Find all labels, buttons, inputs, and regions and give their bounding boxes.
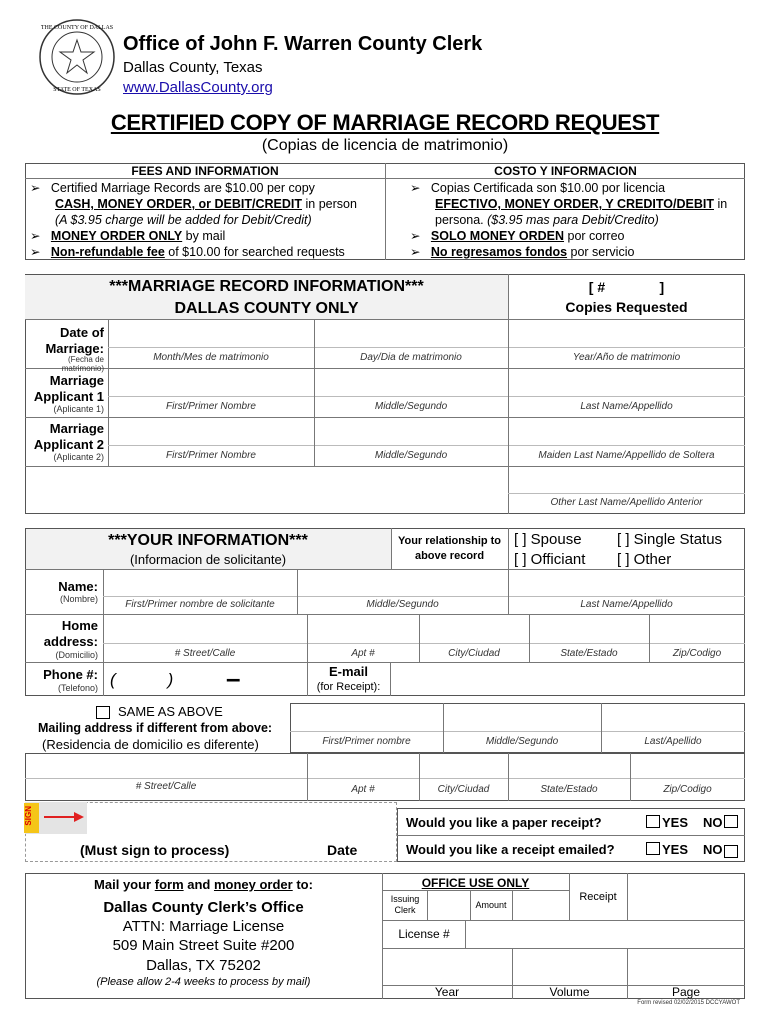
- fee-text: ($3.95 mas para Debit/Credito): [487, 213, 659, 227]
- marriage-heading: ***MARRIAGE RECORD INFORMATION***: [109, 278, 424, 295]
- fee-text: of $10.00 for searched requests: [164, 245, 345, 259]
- name-label: Name:: [58, 579, 98, 594]
- paper-receipt-question: Would you like a paper receipt?: [406, 815, 602, 830]
- mail-city: Dallas, TX 75202: [146, 957, 261, 974]
- office-title: Office of John F. Warren County Clerk: [123, 33, 483, 55]
- mail-text: Mail your: [94, 877, 155, 892]
- mail-text: and: [183, 877, 214, 892]
- date-of-marriage-sub: (Fecha de matrimonio): [61, 355, 104, 373]
- email-label: E-mail: [328, 664, 368, 679]
- mailing-apt[interactable]: Apt #: [351, 784, 375, 795]
- day-field[interactable]: Day/Dia de matrimonio: [360, 352, 462, 363]
- mailing-first[interactable]: First/Primer nombre: [322, 736, 411, 747]
- requester-last[interactable]: Last Name/Appellido: [580, 599, 673, 610]
- email-no-checkbox[interactable]: [724, 845, 738, 858]
- phone-area-code[interactable]: ( ): [110, 670, 174, 689]
- email-yes-checkbox[interactable]: [646, 842, 660, 855]
- fee-text: Certified Marriage Records are $10.00 per copy: [50, 181, 315, 195]
- email-receipt-question: Would you like a receipt emailed?: [406, 842, 615, 857]
- phone-sub: (Telefono): [57, 683, 98, 693]
- home-address-sub: (Domicilio): [55, 650, 98, 660]
- mailing-label: Mailing address if different from above:: [38, 721, 273, 735]
- applicant2-maiden[interactable]: Maiden Last Name/Appellido de Soltera: [538, 450, 715, 461]
- fee-line-en-3: (A $3.95 charge will be added for Debit/Credit): [55, 213, 312, 227]
- license-label: License #: [398, 927, 450, 941]
- fees-heading-es: COSTO Y INFORMACION: [494, 164, 637, 178]
- paper-no-label: NO: [703, 815, 723, 830]
- copies-input[interactable]: [ # ]: [588, 279, 665, 295]
- fee-text: in: [713, 197, 728, 211]
- date-of-marriage-label: Date of Marriage:: [45, 325, 104, 356]
- mailing-middle[interactable]: Middle/Segundo: [485, 736, 559, 747]
- date-label: Date: [327, 842, 358, 858]
- copies-label: Copies Requested: [565, 299, 688, 315]
- applicant1-last[interactable]: Last Name/Appellido: [580, 401, 673, 412]
- fee-bullet-en-3: ➢ Non-refundable fee of $10.00 for searched requests: [30, 245, 345, 259]
- fee-line-es-2: [435, 196, 727, 212]
- mail-attn: ATTN: Marriage License: [122, 918, 285, 935]
- email-no-label: NO: [703, 842, 723, 857]
- applicant1-first[interactable]: First/Primer Nombre: [165, 401, 256, 412]
- spouse-checkbox[interactable]: [ ] Spouse: [514, 531, 582, 548]
- fee-text: MONEY ORDER ONLY: [50, 229, 183, 243]
- your-info-subheading: (Informacion de solicitante): [129, 552, 287, 567]
- must-sign-label: (Must sign to process): [80, 842, 230, 858]
- phone-label: Phone #:: [43, 667, 98, 682]
- same-as-above-checkbox[interactable]: [96, 706, 110, 719]
- receipt-label: Receipt: [579, 891, 617, 903]
- fee-bullet-es-2: ➢ SOLO MONEY ORDEN por correo: [410, 229, 625, 243]
- mailing-zip[interactable]: Zip/Codigo: [663, 784, 712, 795]
- home-street[interactable]: # Street/Calle: [174, 648, 236, 659]
- issuing-clerk-label: Issuing Clerk: [390, 894, 420, 915]
- year-field[interactable]: Year/Año de matrimonio: [572, 352, 681, 363]
- your-info-heading: ***YOUR INFORMATION***: [108, 532, 308, 549]
- fee-text: por correo: [564, 229, 625, 243]
- mailing-city[interactable]: City/Ciudad: [437, 784, 490, 795]
- fee-text: Non-refundable fee: [50, 245, 165, 259]
- mailing-last[interactable]: Last/Apellido: [644, 736, 702, 747]
- form-revised-note: Form revised 02/02/2015 DCCYAWOT: [637, 1000, 740, 1006]
- fee-text: in person: [302, 197, 357, 211]
- home-state[interactable]: State/Estado: [560, 648, 618, 659]
- applicant2-middle[interactable]: Middle/Segundo: [374, 450, 448, 461]
- mail-office: Dallas County Clerk’s Office: [103, 899, 304, 916]
- fee-line-es-3: [435, 212, 659, 228]
- paper-yes-checkbox[interactable]: [646, 815, 660, 828]
- name-sub: (Nombre): [59, 594, 98, 604]
- form-subtitle: (Copias de licencia de matrimonio): [261, 137, 509, 154]
- applicant2-label: Marriage Applicant 2: [33, 421, 104, 452]
- home-zip[interactable]: Zip/Codigo: [672, 648, 722, 659]
- mail-text: to:: [292, 877, 313, 892]
- email-sub: (for Receipt):: [316, 681, 381, 693]
- home-city[interactable]: City/Ciudad: [448, 648, 500, 659]
- mail-allow: (Please allow 2-4 weeks to process by mail): [96, 976, 311, 988]
- home-address-label: Home address:: [43, 618, 98, 649]
- fee-bullet-es-1: ➢ Copias Certificada son $10.00 por licencia: [410, 181, 666, 195]
- relationship-label: Your relationship to above record: [397, 535, 502, 562]
- year-label: Year: [434, 985, 460, 999]
- mailing-sub: (Residencia de domicilio es diferente): [42, 737, 259, 752]
- paper-yes-label: YES: [662, 815, 689, 830]
- page-label: Page: [671, 985, 701, 999]
- officiant-checkbox[interactable]: [ ] Officiant: [514, 551, 586, 568]
- amount-label: Amount: [475, 900, 507, 910]
- fee-text: by mail: [182, 229, 226, 243]
- mail-text: form: [154, 877, 184, 892]
- same-as-above-label: SAME AS ABOVE: [118, 704, 223, 719]
- single-status-checkbox[interactable]: [ ] Single Status: [617, 531, 723, 548]
- fee-bullet-en-2: ➢ MONEY ORDER ONLY by mail: [30, 229, 226, 243]
- mailing-street[interactable]: # Street/Calle: [135, 781, 197, 792]
- mail-street: 509 Main Street Suite #200: [112, 937, 295, 954]
- fee-text: EFECTIVO, MONEY ORDER, Y CREDITO/DEBIT: [435, 197, 714, 211]
- marriage-subheading: DALLAS COUNTY ONLY: [174, 300, 359, 317]
- fee-text: persona.: [435, 213, 488, 227]
- requester-middle[interactable]: Middle/Segundo: [366, 599, 439, 610]
- month-field[interactable]: Month/Mes de matrimonio: [153, 352, 269, 363]
- fee-text: Copias Certificada son $10.00 por licencia: [430, 181, 666, 195]
- other-checkbox[interactable]: [ ] Other: [617, 551, 672, 568]
- other-last-name-field[interactable]: Other Last Name/Apellido Anterior: [550, 497, 703, 508]
- volume-label: Volume: [549, 985, 590, 999]
- county-seal-logo: [38, 18, 116, 96]
- svg-text:STATE OF TEXAS: STATE OF TEXAS: [53, 87, 101, 93]
- fee-text: por servicio: [567, 245, 635, 259]
- mailing-state[interactable]: State/Estado: [540, 784, 598, 795]
- fee-text: SOLO MONEY ORDEN: [430, 229, 565, 243]
- mail-text: money order: [213, 877, 293, 892]
- county-label: Dallas County, Texas: [123, 59, 263, 76]
- office-use-heading: OFFICE USE ONLY: [421, 876, 530, 890]
- applicant1-middle[interactable]: Middle/Segundo: [374, 401, 448, 412]
- fee-text: No regresamos fondos: [430, 245, 568, 259]
- arrow-right-icon: [44, 810, 84, 824]
- applicant1-label: Marriage Applicant 1: [33, 373, 104, 404]
- fee-bullet-es-3: ➢ No regresamos fondos por servicio: [410, 245, 635, 259]
- applicant2-first[interactable]: First/Primer Nombre: [165, 450, 256, 461]
- website-link[interactable]: www.DallasCounty.org: [123, 79, 273, 96]
- fees-heading-en: FEES AND INFORMATION: [131, 164, 279, 178]
- sign-tag: SIGN: [24, 806, 33, 826]
- fee-text: CASH, MONEY ORDER, or DEBIT/CREDIT: [55, 197, 303, 211]
- home-apt[interactable]: Apt #: [351, 648, 375, 659]
- svg-text:THE COUNTY OF DALLAS: THE COUNTY OF DALLAS: [40, 25, 114, 31]
- requester-first[interactable]: First/Primer nombre de solicitante: [125, 599, 275, 610]
- applicant2-sub: (Aplicante 2): [53, 452, 104, 462]
- email-yes-label: YES: [662, 842, 689, 857]
- mail-instructions: [25, 877, 382, 892]
- form-title: CERTIFIED COPY OF MARRIAGE RECORD REQUEST: [110, 110, 660, 135]
- applicant1-sub: (Aplicante 1): [53, 404, 104, 414]
- fee-bullet-en-1: ➢ Certified Marriage Records are $10.00 per copy: [30, 181, 315, 195]
- phone-dash: –: [226, 663, 241, 693]
- paper-no-checkbox[interactable]: [724, 815, 738, 828]
- fee-line-en-2: [55, 196, 357, 212]
